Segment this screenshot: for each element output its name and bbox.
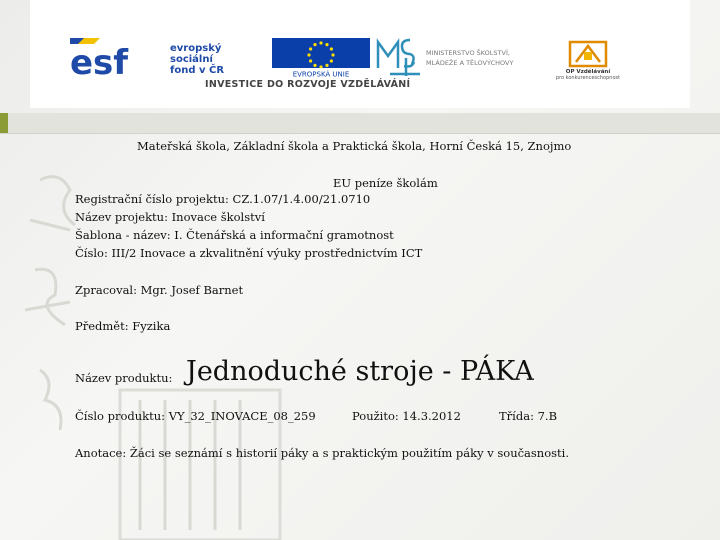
svg-text:evropský: evropský xyxy=(170,43,222,54)
svg-text:EVROPSKÁ UNIE: EVROPSKÁ UNIE xyxy=(292,70,350,78)
project-name: Název projektu: Inovace školství xyxy=(75,210,265,224)
product-label: Název produktu: xyxy=(75,371,173,385)
class: Třída: 7.B xyxy=(499,409,558,423)
author: Zpracoval: Mgr. Josef Barnet xyxy=(75,283,244,297)
program-name: EU peníze školám xyxy=(333,176,438,190)
logo-banner xyxy=(30,0,690,108)
registration-number: Registrační číslo projektu: CZ.1.07/1.4.00/21.0710 xyxy=(75,192,371,206)
esf-letters: esf xyxy=(70,43,129,80)
product-number: Číslo produktu: VY_32_INOVACE_08_259 xyxy=(75,409,316,423)
svg-text:MINISTERSTVO ŠKOLSTVÍ,: MINISTERSTVO ŠKOLSTVÍ, xyxy=(426,49,510,57)
svg-text:MLÁDEŽE A TĚLOVÝCHOVY: MLÁDEŽE A TĚLOVÝCHOVY xyxy=(426,59,514,67)
op-vzdelavani-logo xyxy=(538,38,638,80)
accent-square xyxy=(0,113,8,133)
esf-logo xyxy=(70,38,270,80)
svg-text:pro konkurenceschopnost: pro konkurenceschopnost xyxy=(555,75,621,80)
product-title: Jednoduché stroje - PÁKA xyxy=(186,356,534,387)
svg-text:sociální: sociální xyxy=(170,54,213,65)
used-date: Použito: 14.3.2012 xyxy=(352,409,461,423)
eu-flag-logo xyxy=(272,38,370,78)
school-name: Mateřská škola, Základní škola a Praktická škola, Horní Česká 15, Znojmo xyxy=(137,139,572,153)
annotation: Anotace: Žáci se seznámí s historií páky a s praktickým použitím páky v současnosti. xyxy=(75,446,569,460)
banner-slogan: INVESTICE DO ROZVOJE VZDĚLÁVÁNÍ xyxy=(205,79,411,90)
subject: Předmět: Fyzika xyxy=(75,319,171,333)
header-divider-bar xyxy=(0,113,720,134)
template-name: Šablona - název: I. Čtenářská a informační gramotnost xyxy=(75,228,394,242)
template-number: Číslo: III/2 Inovace a zkvalitnění výuky prostřednictvím ICT xyxy=(75,246,423,260)
svg-text:OP Vzdělávání: OP Vzdělávání xyxy=(565,69,611,75)
msmt-logo xyxy=(376,38,520,78)
svg-text:fond v ČR: fond v ČR xyxy=(170,65,225,76)
